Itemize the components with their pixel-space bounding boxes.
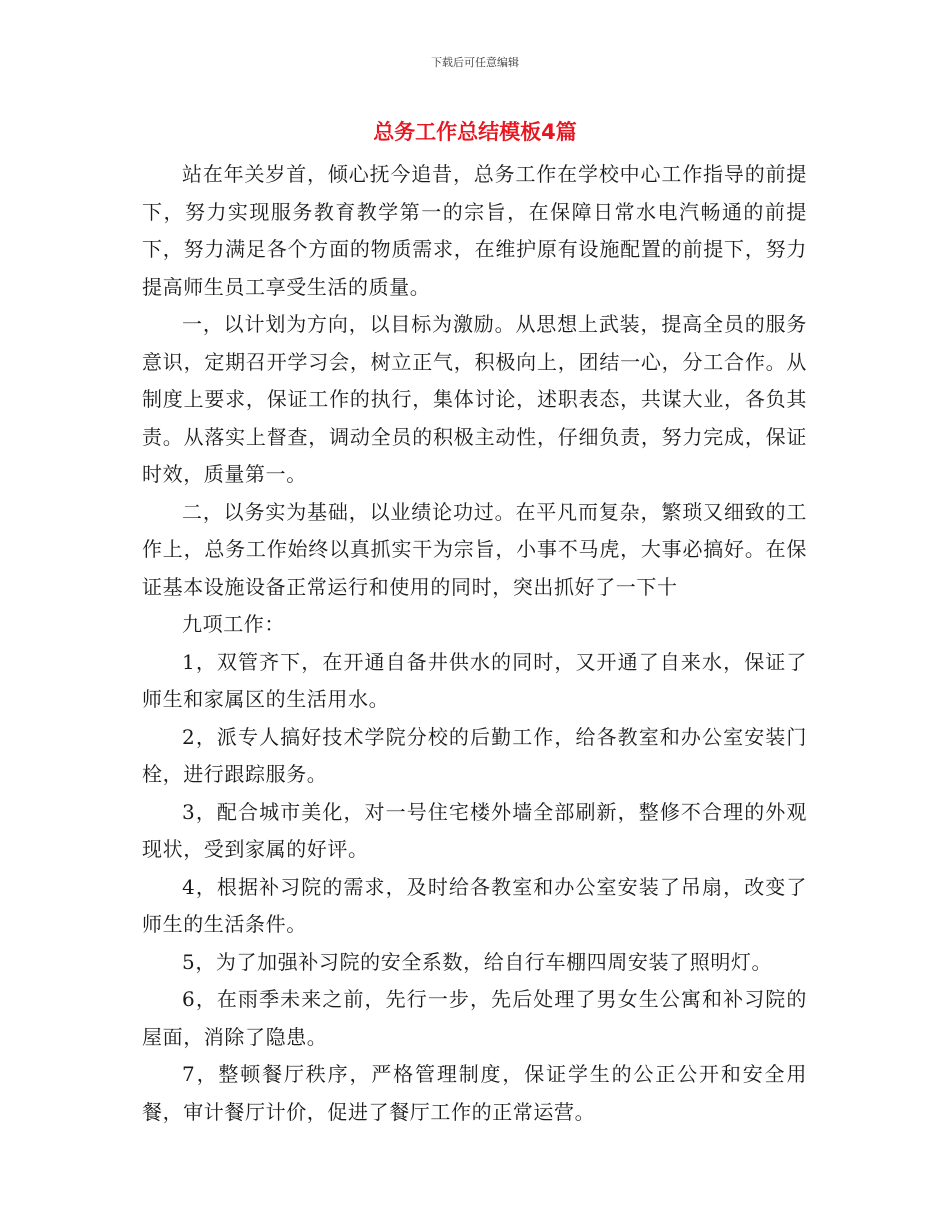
paragraph-section-one: 一，以计划为方向，以目标为激励。从思想上武装，提高全员的服务意识，定期召开学习会，树立正气，积极向上，团结一心，分工合作。从制度上要求，保证工作的执行，集体讨论，述职表态，共谋大业，各负其责。从落实上督查，调动全员的积极主动性，仔细负责，努力完成，保证时效，质量第一。 — [142, 312, 807, 486]
list-item-5: 5，为了加强补习院的安全系数，给自行车棚四周安装了照明灯。 — [182, 949, 773, 974]
header-note: 下载后可任意编辑 — [431, 56, 519, 69]
document-title: 总务工作总结模板4篇 — [373, 120, 577, 144]
list-item-3: 3，配合城市美化，对一号住宅楼外墙全部刷新，整修不合理的外观现状，受到家属的好评。 — [142, 799, 807, 861]
list-item-1: 1，双管齐下，在开通自备井供水的同时，又开通了自来水，保证了师生和家属区的生活用水。 — [142, 649, 807, 711]
list-item-4: 4，根据补习院的需求，及时给各教室和办公室安装了吊扇，改变了师生的生活条件。 — [142, 874, 807, 936]
paragraph-section-two: 二，以务实为基础，以业绩论功过。在平凡而复杂，繁琐又细致的工作上，总务工作始终以真抓实干为宗旨，小事不马虎，大事必搞好。在保证基本设施设备正常运行和使用的同时，突出抓好了一下十 — [142, 499, 807, 599]
list-item-7: 7，整顿餐厅秩序，严格管理制度，保证学生的公正公开和安全用餐，审计餐厅计价，促进了餐厅工作的正常运营。 — [142, 1062, 807, 1124]
paragraph-section-two-cont: 九项工作： — [182, 612, 285, 636]
list-item-6: 6，在雨季未来之前，先行一步，先后处理了男女生公寓和补习院的屋面，消除了隐患。 — [142, 987, 807, 1049]
paragraph-intro: 站在年关岁首，倾心抚今追昔，总务工作在学校中心工作指导的前提下，努力实现服务教育教学第一的宗旨，在保障日常水电汽畅通的前提下，努力满足各个方面的物质需求，在维护原有设施配置的前提下，努力提高师生员工享受生活的质量。 — [142, 162, 807, 299]
list-item-2: 2，派专人搞好技术学院分校的后勤工作，给各教室和办公室安装门栓，进行跟踪服务。 — [142, 724, 807, 786]
document-body — [142, 156, 807, 1131]
